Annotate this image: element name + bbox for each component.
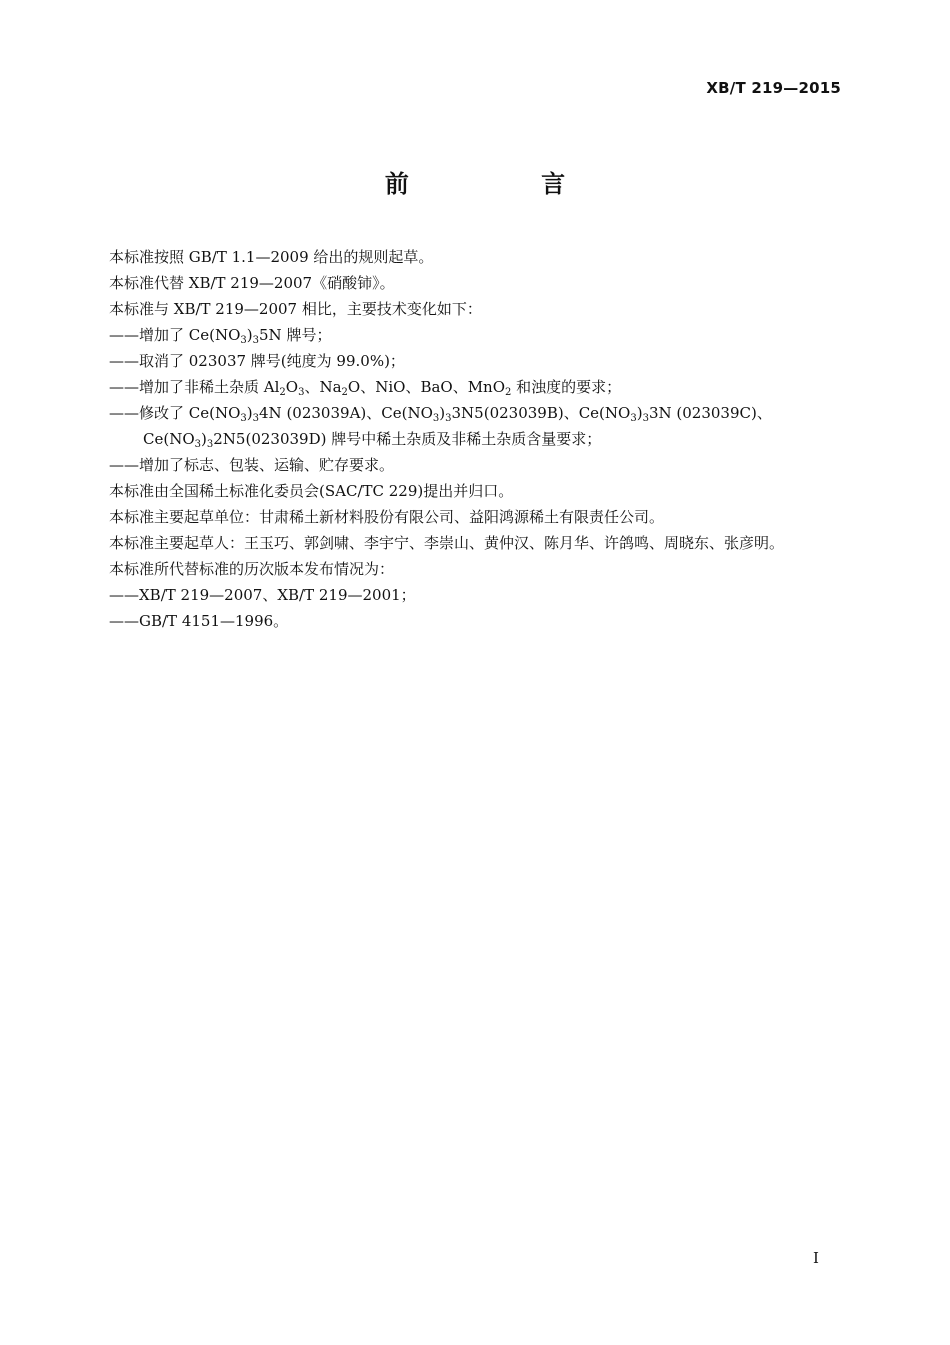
change-item-3: ——增加了非稀土杂质 $Al_2O_3$、$Na_2O$、NiO、BaO、MnO$_2$ 和浊度的要求；: [109, 378, 622, 398]
paragraph-changes-intro: 本标准与 XB/T 219—2007 相比，主要技术变化如下：: [109, 300, 482, 318]
page-number: I: [813, 1249, 819, 1267]
standard-code: XB/T 219—2015: [706, 79, 841, 97]
change-item-2: ——取消了 023037 牌号(纯度为 99.0%)；: [109, 352, 405, 370]
change-item-1: ——增加了 $Ce(NO_3)_35N$ 牌号；: [109, 326, 332, 346]
paragraph-replaces: 本标准代替 XB/T 219—2007《硝酸铈》。: [109, 274, 395, 292]
change-item-4-continued: $Ce(NO_3)_32N5(023039D)$ 牌号中稀土杂质及非稀土杂质含量要求；: [143, 430, 602, 450]
paragraph-proposer: 本标准由全国稀土标准化委员会(SAC/TC 229)提出并归口。: [109, 482, 514, 500]
change-item-5: ——增加了标志、包装、运输、贮存要求。: [109, 456, 395, 474]
paragraph-history-intro: 本标准所代替标准的历次版本发布情况为：: [109, 560, 395, 578]
change-item-4: ——修改了 $Ce(NO_3)_34N$ (023039A)、$Ce(NO_3)_33N5(023039B)$、$Ce(NO_3)_33N$ (023039C)、: [109, 404, 772, 424]
page-title: 前 言: [384, 170, 628, 198]
history-item-2: ——GB/T 4151—1996。: [109, 612, 289, 630]
paragraph-drafters: 本标准主要起草人：王玉巧、郭剑啸、李宇宁、李崇山、黄仲汉、陈月华、许鸽鸣、周晓东、张彦明。: [109, 534, 785, 552]
foreword-body: [109, 244, 845, 634]
history-item-1: ——XB/T 219—2007、XB/T 219—2001；: [109, 586, 416, 604]
paragraph-drafting-units: 本标准主要起草单位：甘肃稀土新材料股份有限公司、益阳鸿源稀土有限责任公司。: [109, 508, 665, 526]
paragraph-drafting-rules: 本标准按照 GB/T 1.1—2009 给出的规则起草。: [109, 248, 434, 266]
